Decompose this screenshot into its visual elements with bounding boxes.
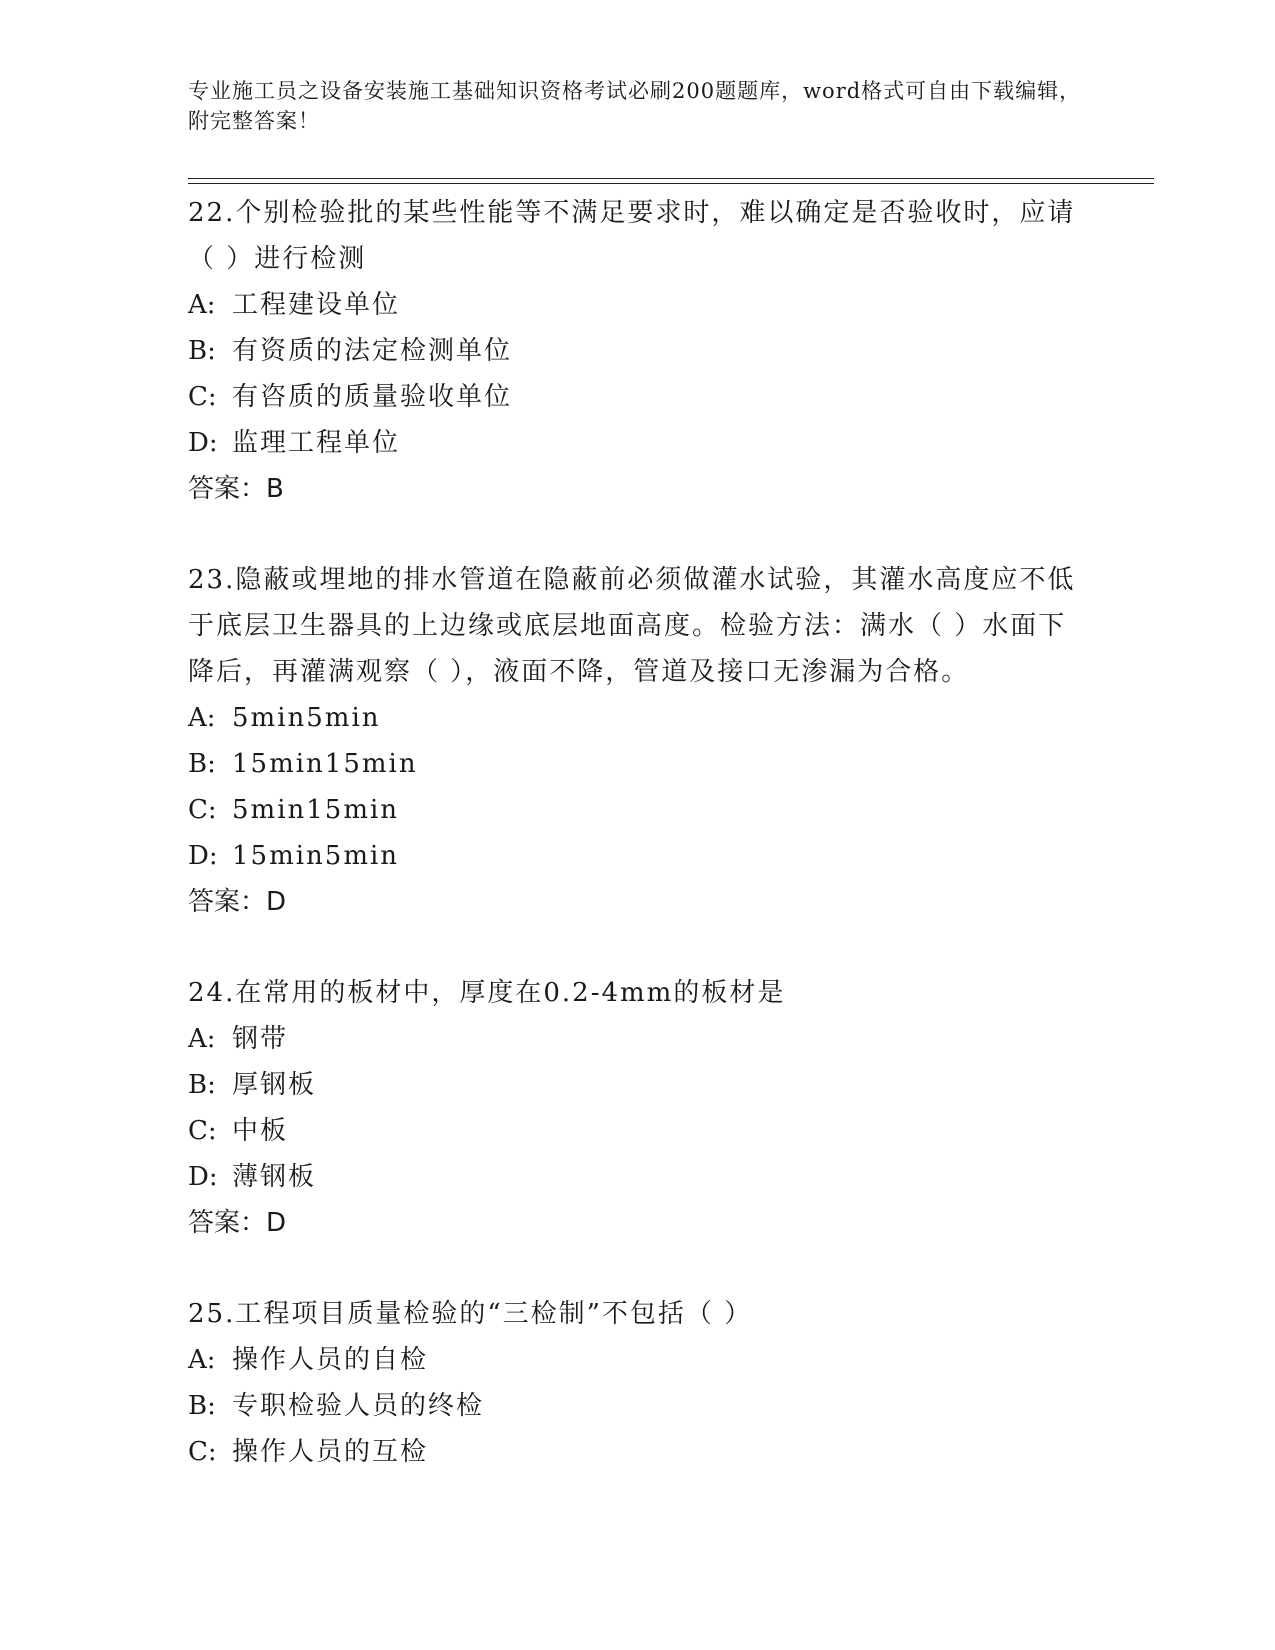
option-label: A: <box>188 290 216 320</box>
option-text: 工程建设单位 <box>232 290 401 320</box>
option-label: D: <box>188 428 218 458</box>
question-22 <box>188 190 1088 512</box>
header-rule-top <box>188 178 1154 179</box>
option-a <box>188 1337 1088 1383</box>
option-a <box>188 282 1088 328</box>
question-25 <box>188 1291 1088 1475</box>
option-c <box>188 1429 1088 1475</box>
question-stem: 23.隐蔽或埋地的排水管道在隐蔽前必须做灌水试验，其灌水高度应不低于底层卫生器具的上边缘或底层地面高度。检验方法：满水（ ）水面下降后，再灌满观察（ ），液面不降，管道及接口无渗漏为合格。 <box>188 565 1076 687</box>
option-text: 中板 <box>232 1116 289 1146</box>
question-23 <box>188 557 1088 925</box>
question-list <box>188 190 1088 1475</box>
option-text: 厚钢板 <box>232 1070 317 1100</box>
option-text: 5min15min <box>232 795 400 825</box>
option-label: C: <box>188 1116 217 1146</box>
option-text: 有咨质的质量验收单位 <box>232 382 513 412</box>
question-24 <box>188 970 1088 1246</box>
option-c <box>188 1108 1088 1154</box>
header-rule-bottom <box>188 183 1154 184</box>
option-label: A: <box>188 703 216 733</box>
option-c <box>188 787 1088 833</box>
option-label: B: <box>188 1391 216 1421</box>
option-b <box>188 1062 1088 1108</box>
question-stem: 25.工程项目质量检验的“三检制”不包括（ ） <box>188 1299 753 1329</box>
option-label: C: <box>188 1437 217 1467</box>
option-b <box>188 1383 1088 1429</box>
option-d <box>188 1154 1088 1200</box>
option-text: 操作人员的自检 <box>232 1345 429 1375</box>
option-b <box>188 328 1088 374</box>
question-stem: 22.个别检验批的某些性能等不满足要求时，难以确定是否验收时，应请（ ）进行检测 <box>188 198 1076 274</box>
option-label: C: <box>188 795 217 825</box>
option-text: 薄钢板 <box>232 1162 317 1192</box>
option-c <box>188 374 1088 420</box>
option-label: A: <box>188 1024 216 1054</box>
option-text: 有资质的法定检测单位 <box>232 336 513 366</box>
option-d <box>188 420 1088 466</box>
option-b <box>188 741 1088 787</box>
option-label: C: <box>188 382 217 412</box>
question-stem: 24.在常用的板材中，厚度在0.2-4mm的板材是 <box>188 978 786 1008</box>
option-text: 15min5min <box>232 841 400 871</box>
option-label: D: <box>188 1162 218 1192</box>
option-label: B: <box>188 336 216 366</box>
option-label: A: <box>188 1345 216 1375</box>
option-text: 钢带 <box>232 1024 289 1054</box>
option-a <box>188 1016 1088 1062</box>
option-a <box>188 695 1088 741</box>
answer-line: 答案：D <box>188 887 287 917</box>
option-label: D: <box>188 841 218 871</box>
option-text: 专职检验人员的终检 <box>232 1391 485 1421</box>
option-label: B: <box>188 749 216 779</box>
option-text: 15min15min <box>232 749 418 779</box>
option-text: 操作人员的互检 <box>232 1437 429 1467</box>
option-text: 5min5min <box>232 703 381 733</box>
option-label: B: <box>188 1070 216 1100</box>
option-text: 监理工程单位 <box>232 428 401 458</box>
option-d <box>188 833 1088 879</box>
answer-line: 答案：D <box>188 1208 287 1238</box>
document-header: 专业施工员之设备安装施工基础知识资格考试必刷200题题库，word格式可自由下载编辑，附完整答案！ <box>188 79 1082 133</box>
answer-line: 答案：B <box>188 474 284 504</box>
